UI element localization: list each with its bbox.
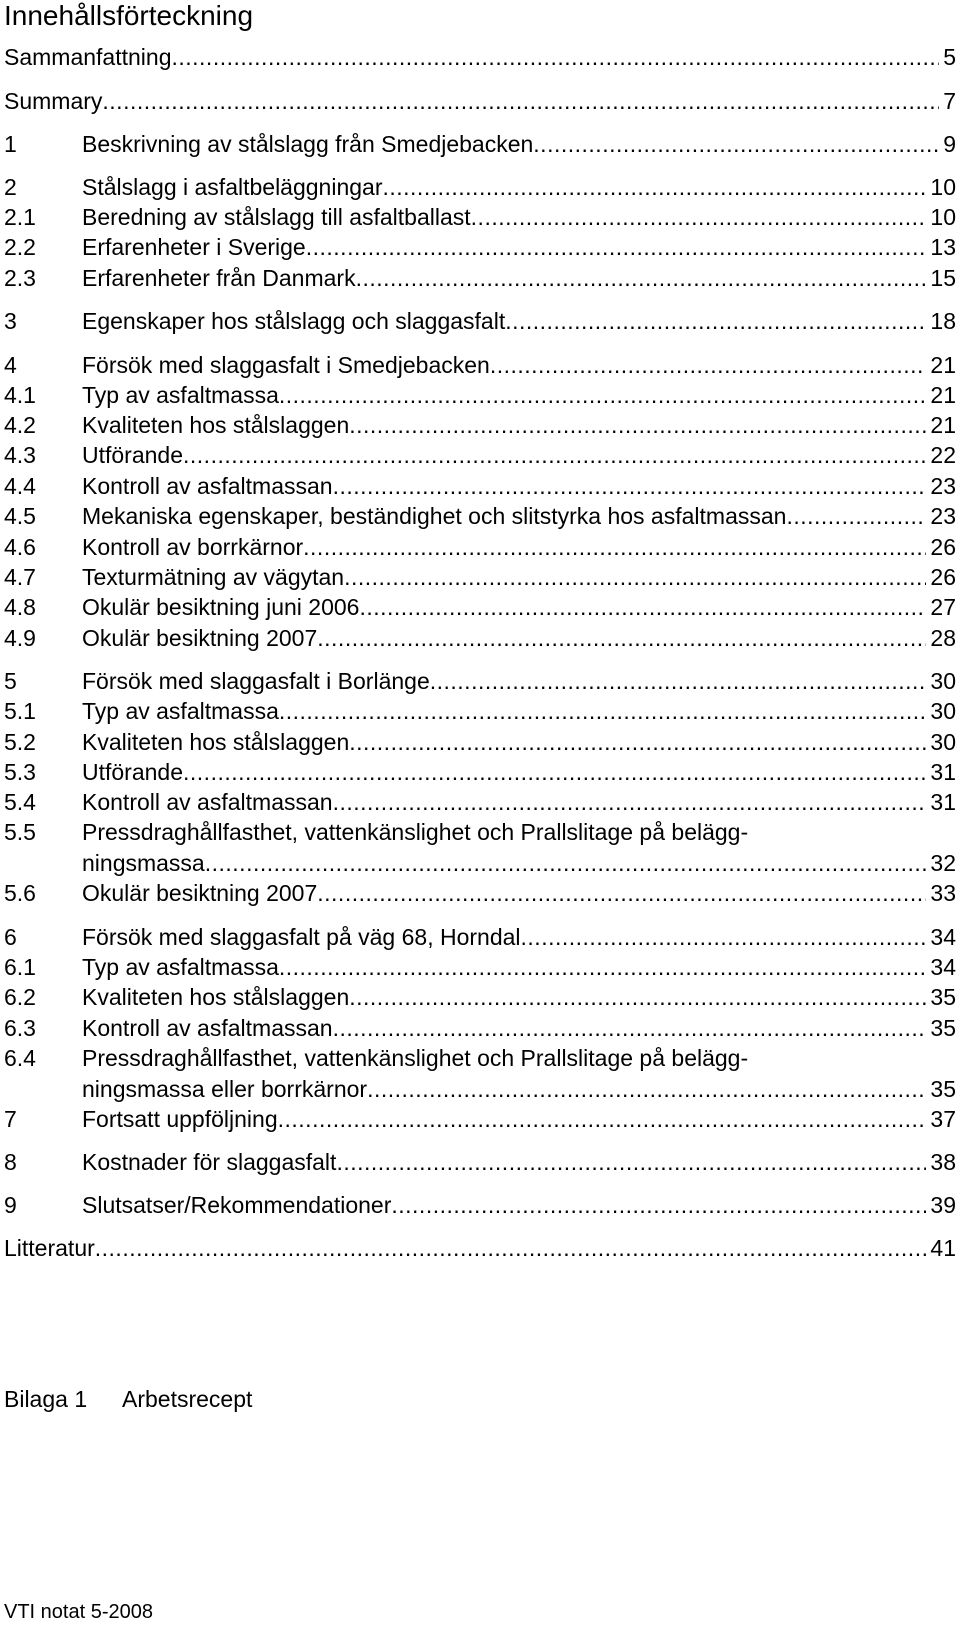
toc-entry-line — [82, 381, 956, 409]
toc-entry-page: 30 — [930, 729, 956, 755]
toc-entry-label: Utförande — [82, 759, 184, 785]
toc-entry-continuation[interactable] — [0, 849, 960, 877]
toc-entry[interactable] — [0, 879, 960, 907]
toc-entry[interactable] — [0, 87, 960, 115]
toc-entry-number: 3 — [4, 308, 17, 334]
toc-leader-dots — [349, 983, 926, 1011]
toc-entry-label: Försök med slaggasfalt på väg 68, Horndal — [82, 924, 521, 950]
toc-entry-page: 34 — [930, 954, 956, 980]
toc-leader-dots — [471, 203, 927, 231]
toc-entry-page: 27 — [930, 594, 956, 620]
toc-entry[interactable] — [0, 728, 960, 756]
toc-entry-label: Egenskaper hos stålslagg och slaggasfalt — [82, 308, 506, 334]
toc-entry-label: Beredning av stålslagg till asfaltballast — [82, 204, 471, 230]
toc-entry[interactable] — [0, 130, 960, 158]
toc-entry[interactable] — [0, 593, 960, 621]
toc-entry-line — [82, 758, 956, 786]
toc-entry-line — [4, 43, 956, 71]
toc-leader-dots — [367, 1075, 926, 1103]
toc-leader-dots — [306, 233, 927, 261]
toc-entry[interactable] — [0, 307, 960, 335]
toc-entry-number: 2.1 — [4, 204, 36, 230]
toc-entry-number: 9 — [4, 1192, 17, 1218]
toc-entry-line — [4, 87, 956, 115]
toc-entry-line — [82, 351, 956, 379]
toc-leader-dots — [336, 1148, 926, 1176]
toc-entry-number: 4.5 — [4, 503, 36, 529]
toc-entry-number: 6.3 — [4, 1015, 36, 1041]
toc-entry-line — [82, 533, 956, 561]
toc-entry-label: Pressdraghållfasthet, vattenkänslighet och Prallslitage på belägg- — [82, 1045, 749, 1071]
toc-entry-label: Erfarenheter från Danmark — [82, 265, 356, 291]
toc-entry-label: Kvaliteten hos stålslaggen — [82, 984, 350, 1010]
toc-entry-number: 4.7 — [4, 564, 36, 590]
toc-entry-label: Okulär besiktning 2007 — [82, 625, 318, 651]
toc-entry[interactable] — [0, 264, 960, 292]
toc-entry-line — [82, 563, 956, 591]
toc-entry-line — [82, 1075, 956, 1103]
toc-entry-line — [82, 953, 956, 981]
toc-entry[interactable] — [0, 351, 960, 379]
toc-entry-label: Sammanfattning — [4, 44, 172, 70]
toc-entry-line — [82, 1105, 956, 1133]
toc-entry-label: Kontroll av asfaltmassan — [82, 1015, 333, 1041]
toc-leader-dots — [391, 1191, 926, 1219]
toc-entry-line — [82, 849, 956, 877]
toc-entry-page: 31 — [930, 789, 956, 815]
toc-entry-number: 4.4 — [4, 473, 36, 499]
toc-entry-number: 2.3 — [4, 265, 36, 291]
toc-entry-page: 30 — [930, 668, 956, 694]
toc-entry[interactable] — [0, 667, 960, 695]
toc-entry-label: Slutsatser/Rekommendationer — [82, 1192, 392, 1218]
toc-entry-page: 35 — [930, 984, 956, 1010]
toc-entry-number: 6.4 — [4, 1045, 36, 1071]
toc-leader-dots — [317, 624, 926, 652]
toc-entry-number: 5.5 — [4, 819, 36, 845]
toc-entry-line — [82, 593, 956, 621]
toc-entry-page: 30 — [930, 698, 956, 724]
toc-entry-page: 33 — [930, 880, 956, 906]
toc-leader-dots — [344, 563, 926, 591]
toc-entry[interactable] — [0, 758, 960, 786]
toc-entry-page: 35 — [930, 1076, 956, 1102]
toc-entry-label: Försök med slaggasfalt i Smedjebacken — [82, 352, 490, 378]
toc-entry-line — [82, 983, 956, 1011]
toc-leader-dots — [171, 43, 939, 71]
toc-leader-dots — [359, 593, 926, 621]
toc-entry-number: 4.3 — [4, 442, 36, 468]
toc-entry-number: 5.3 — [4, 759, 36, 785]
toc-entry-line — [82, 1191, 956, 1219]
toc-entry-label: Fortsatt uppföljning — [82, 1106, 278, 1132]
toc-entry-label: Kontroll av borrkärnor — [82, 534, 304, 560]
toc-entry-number: 4.8 — [4, 594, 36, 620]
toc-entry[interactable] — [0, 233, 960, 261]
toc-entry-page: 10 — [930, 204, 956, 230]
toc-leader-dots — [356, 264, 927, 292]
toc-leader-dots — [205, 849, 927, 877]
toc-entry-label: Litteratur — [4, 1235, 95, 1261]
toc-entry-number: 4 — [4, 352, 17, 378]
toc-entry-page: 23 — [930, 473, 956, 499]
toc-entry-line — [82, 1014, 956, 1042]
toc-entry-line — [82, 502, 956, 530]
toc-leader-dots — [786, 502, 926, 530]
toc-entry-label: Typ av asfaltmassa — [82, 698, 279, 724]
toc-entry-number: 5.6 — [4, 880, 36, 906]
toc-entry-number: 2 — [4, 174, 17, 200]
toc-entry-page: 28 — [930, 625, 956, 651]
toc-entry-page: 37 — [930, 1106, 956, 1132]
toc-entry-line — [82, 264, 956, 292]
toc-entry[interactable] — [0, 472, 960, 500]
toc-entry[interactable] — [0, 624, 960, 652]
toc-entry-number: 6.2 — [4, 984, 36, 1010]
toc-entry-label: Kontroll av asfaltmassan — [82, 473, 333, 499]
toc-entry-line — [82, 788, 956, 816]
toc-entry-label: Okulär besiktning juni 2006 — [82, 594, 360, 620]
toc-entry-number: 4.2 — [4, 412, 36, 438]
toc-entry-label: Pressdraghållfasthet, vattenkänslighet och Prallslitage på belägg- — [82, 819, 749, 845]
toc-entry-page: 34 — [930, 924, 956, 950]
toc-entry-line — [82, 203, 956, 231]
toc-leader-dots — [95, 1234, 927, 1262]
toc-entry[interactable] — [0, 43, 960, 71]
toc-entry-line — [82, 1148, 956, 1176]
toc-leader-dots — [533, 130, 939, 158]
toc-entry-label: Typ av asfaltmassa — [82, 382, 279, 408]
toc-entry-label: Mekaniska egenskaper, beständighet och slitstyrka hos asfaltmassan — [82, 503, 787, 529]
appendix-title: Arbetsrecept — [122, 1386, 253, 1412]
toc-entry-page: 23 — [930, 503, 956, 529]
toc-entry-page: 39 — [930, 1192, 956, 1218]
toc-entry-page: 32 — [930, 850, 956, 876]
toc-entry-label: Kvaliteten hos stålslaggen — [82, 412, 350, 438]
toc-entry-number: 6.1 — [4, 954, 36, 980]
toc-leader-dots — [333, 1014, 927, 1042]
toc-entry-line — [82, 923, 956, 951]
toc-entry-page: 21 — [930, 412, 956, 438]
toc-entry[interactable] — [0, 953, 960, 981]
toc-entry-page: 38 — [930, 1149, 956, 1175]
toc-leader-dots — [490, 351, 927, 379]
toc-entry-line — [82, 307, 956, 335]
toc-leader-dots — [382, 173, 926, 201]
toc-entry-page: 13 — [930, 234, 956, 260]
toc-entry-page: 5 — [943, 44, 956, 70]
toc-leader-dots — [303, 533, 926, 561]
toc-entry-line — [82, 233, 956, 261]
toc-entry[interactable] — [0, 203, 960, 231]
toc-entry[interactable] — [0, 1044, 960, 1072]
toc-leader-dots — [183, 441, 926, 469]
toc-entry-label: Erfarenheter i Sverige — [82, 234, 306, 260]
toc-entry-number: 5 — [4, 668, 17, 694]
toc-leader-dots — [279, 953, 927, 981]
toc-entry-label: Okulär besiktning 2007 — [82, 880, 318, 906]
toc-leader-dots — [279, 381, 927, 409]
toc-entry[interactable] — [0, 441, 960, 469]
toc-entry-page: 15 — [930, 265, 956, 291]
toc-entry-continuation[interactable] — [0, 1075, 960, 1103]
toc-entry-page: 31 — [930, 759, 956, 785]
toc-entry-line — [82, 441, 956, 469]
toc-entry-line — [82, 472, 956, 500]
toc-leader-dots — [349, 411, 926, 439]
toc-entry-line — [82, 728, 956, 756]
toc-leader-dots — [505, 307, 926, 335]
toc-entry-page: 7 — [943, 88, 956, 114]
toc-leader-dots — [333, 788, 927, 816]
page-footer: VTI notat 5-2008 — [4, 1601, 153, 1623]
toc-entry-number: 6 — [4, 924, 17, 950]
toc-leader-dots — [430, 667, 927, 695]
toc-entry-page: 21 — [930, 352, 956, 378]
toc-entry-number: 4.9 — [4, 625, 36, 651]
toc-entry-page: 18 — [930, 308, 956, 334]
toc-entry-label: ningsmassa eller borrkärnor — [82, 1076, 368, 1102]
toc-entry[interactable] — [0, 1191, 960, 1219]
toc-entry[interactable] — [0, 818, 960, 846]
toc-entry-label: Utförande — [82, 442, 184, 468]
toc-entry-line — [82, 667, 956, 695]
toc-entry-label: Texturmätning av vägytan — [82, 564, 345, 590]
toc-entry-number: 2.2 — [4, 234, 36, 260]
toc-entry-line — [82, 697, 956, 725]
toc-entry-label: Kvaliteten hos stålslaggen — [82, 729, 350, 755]
toc-entry-page: 35 — [930, 1015, 956, 1041]
toc-entry-label: Typ av asfaltmassa — [82, 954, 279, 980]
toc-entry-label: Kontroll av asfaltmassan — [82, 789, 333, 815]
toc-entry[interactable] — [0, 1148, 960, 1176]
toc-entry-page: 26 — [930, 564, 956, 590]
toc-entry[interactable] — [0, 697, 960, 725]
toc-entry-line — [82, 879, 956, 907]
toc-entry[interactable] — [0, 1014, 960, 1042]
appendix-number: Bilaga 1 — [4, 1386, 88, 1412]
toc-leader-dots — [278, 1105, 927, 1133]
toc-entry-page: 10 — [930, 174, 956, 200]
toc-entry-number: 4.1 — [4, 382, 36, 408]
toc-entry[interactable] — [0, 983, 960, 1011]
toc-leader-dots — [279, 697, 927, 725]
toc-entry[interactable] — [0, 173, 960, 201]
toc-entry-number: 1 — [4, 131, 17, 157]
toc-entry-page: 41 — [930, 1235, 956, 1261]
toc-entry[interactable] — [0, 923, 960, 951]
toc-leader-dots — [102, 87, 939, 115]
toc-entry-number: 4.6 — [4, 534, 36, 560]
toc-entry-page: 9 — [943, 131, 956, 157]
toc-entry-line — [82, 624, 956, 652]
toc-entry[interactable] — [0, 533, 960, 561]
toc-entry-label: Kostnader för slaggasfalt — [82, 1149, 337, 1175]
toc-entry[interactable] — [0, 502, 960, 530]
toc-leader-dots — [317, 879, 926, 907]
toc-entry[interactable] — [0, 381, 960, 409]
toc-entry-label: Försök med slaggasfalt i Borlänge — [82, 668, 430, 694]
toc-entry[interactable] — [0, 411, 960, 439]
toc-leader-dots — [349, 728, 926, 756]
toc-entry[interactable] — [0, 1105, 960, 1133]
toc-leader-dots — [521, 923, 927, 951]
toc-entry-page: 21 — [930, 382, 956, 408]
toc-entry-line — [82, 173, 956, 201]
toc-leader-dots — [183, 758, 926, 786]
toc-entry-label: Stålslagg i asfaltbeläggningar — [82, 174, 383, 200]
toc-leader-dots — [333, 472, 927, 500]
toc-entry-line — [82, 130, 956, 158]
toc-entry-number: 5.1 — [4, 698, 36, 724]
toc-entry-number: 5.4 — [4, 789, 36, 815]
toc-entry-line — [4, 1234, 956, 1262]
toc-entry-line — [82, 411, 956, 439]
page-title: Innehållsförteckning — [4, 0, 254, 31]
toc-entry-label: ningsmassa — [82, 850, 205, 876]
toc-entry[interactable] — [0, 788, 960, 816]
toc-entry-label: Beskrivning av stålslagg från Smedjebacken — [82, 131, 534, 157]
toc-entry-number: 7 — [4, 1106, 17, 1132]
toc-entry-label: Summary — [4, 88, 103, 114]
toc-entry[interactable] — [0, 1234, 960, 1262]
toc-entry[interactable] — [0, 563, 960, 591]
toc-entry-number: 8 — [4, 1149, 17, 1175]
toc-entry-page: 26 — [930, 534, 956, 560]
toc-entry-number: 5.2 — [4, 729, 36, 755]
toc-entry-page: 22 — [930, 442, 956, 468]
